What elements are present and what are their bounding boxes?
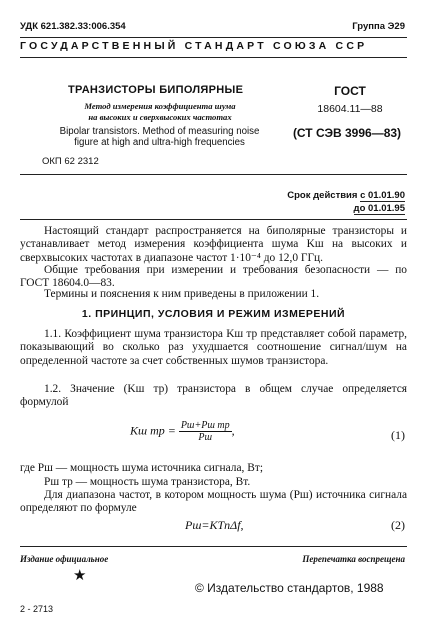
section-heading: 1. ПРИНЦИП, УСЛОВИЯ И РЕЖИМ ИЗМЕРЕНИЙ xyxy=(81,308,346,320)
formula-1-number: (1) xyxy=(391,428,405,442)
udk-code: УДК 621.382.33:006.354 xyxy=(20,21,126,32)
formula-2-number: (2) xyxy=(391,518,405,532)
where-line-1: где Pш — мощность шума источника сигнала, Вт; xyxy=(20,462,263,474)
title-rule xyxy=(20,174,407,175)
validity-rule xyxy=(20,219,407,220)
paragraph-1-1: 1.1. Коэффициент шума транзистора Kш тр представляет собой параметр, показывающий во сколько раз ухудшается соотношение сигнал/шум на определенной частоте за счет собственных шумов транзистора. xyxy=(20,328,407,367)
document-subtitle: Метод измерения коэффициента шума на высоких и сверхвысоких частотах xyxy=(84,101,236,122)
banner-rule xyxy=(20,57,407,58)
top-rule xyxy=(20,37,407,38)
okp-code: ОКП 62 2312 xyxy=(42,156,99,167)
intro-paragraph-3: Термины и пояснения к ним приведены в приложении 1. xyxy=(44,288,320,300)
where-line-2: Pш тр — мощность шума транзистора, Вт. xyxy=(44,476,251,488)
paragraph-1-2: 1.2. Значение (Kш тр) транзистора в общем случае определяется формулой xyxy=(20,383,407,409)
english-title: Bipolar transistors. Method of measuring noise figure at high and ultra-high frequencies xyxy=(59,126,260,148)
star-icon: ★ xyxy=(73,568,87,584)
gost-label: ГОСТ xyxy=(334,84,366,98)
group-code: Группа Э29 xyxy=(352,21,405,32)
copyright-line: © Издательство стандартов, 1988 xyxy=(195,581,384,595)
intro-paragraph-2: Общие требования при измерении и требования безопасности — по ГОСТ 18604.0—83. xyxy=(20,264,407,290)
document-title: ТРАНЗИСТОРЫ БИПОЛЯРНЫЕ xyxy=(68,84,244,96)
official-edition-label: Издание официальное xyxy=(20,554,109,564)
validity-period: Срок действия с 01.01.90 до 01.01.95 xyxy=(287,190,405,214)
formula-1: Kш тр = $\frac{\text{Pш+Pш тр}}{Pш}$ , xyxy=(130,420,235,443)
st-sev-number: (СТ СЭВ 3996—83) xyxy=(292,126,402,140)
intro-paragraph-1: Настоящий стандарт распространяется на биполярные транзисторы и устанавливает метод измерения коэффициента шума Kш на высоких и сверхвысоких частотах в диапазоне частот 1·10⁻⁴ до 12,0 ГГц. xyxy=(20,225,407,264)
reprint-prohibited-label: Перепечатка воспрещена xyxy=(302,554,405,564)
formula-2: Pш=KTпΔf, xyxy=(185,518,244,532)
print-code: 2 - 2713 xyxy=(20,604,54,614)
footer-rule xyxy=(20,546,407,547)
paragraph-1-3: Для диапазона частот, в котором мощность шума (Pш) источника сигнала определяют по формуле xyxy=(20,489,407,515)
state-standard-banner: ГОСУДАРСТВЕННЫЙ СТАНДАРТ СОЮЗА ССР xyxy=(20,40,368,52)
gost-number: 18604.11—88 xyxy=(317,103,383,115)
